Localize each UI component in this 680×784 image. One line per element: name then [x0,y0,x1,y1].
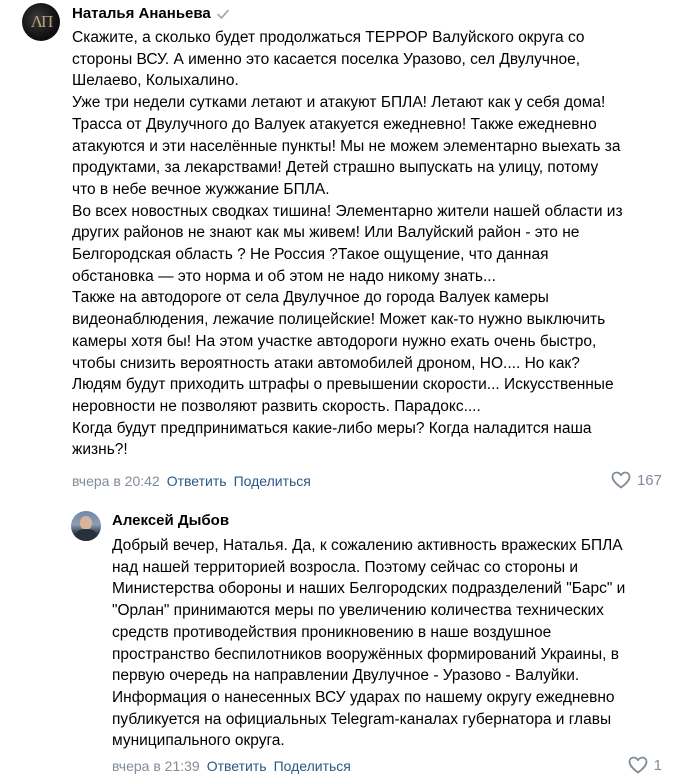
avatar-face [80,516,92,530]
like-count: 167 [636,471,662,489]
comment-text: Скажите, а сколько будет продолжаться ТЕРРОР Валуйского округа со стороны ВСУ. А именно это касается поселка Уразово, сел Двулучное, Шелаево, Колыхалино. Уже три недели сутками летают и атакуют БПЛА! Летают как у себя дома! Трасса от Двулучного до Валуек атакуется ежедневно! Также ежедневно атакуются и эти населённые пункты! Мы не можем элементарно выехать за продуктами, за лекарствами! Детей страшно выпускать на улицу, потому что в небе вечное жужжание БПЛА. Во всех новостных сводках тишина! Элементарно жители нашей области из других районов не знают как мы живем! Или Валуйский район - это не Белгородская область ? Не Россия ?Такое ощущение, что данная обстановка — это норма и об этом не надо никому знать... Также на автодороге от села Двулучное до города Валуек камеры видеонаблюдения, лежачие полицейские! Может как-то нужно выключить камеры хотя бы! На этом участке автодороги нужно ехать очень быстро, чтобы снизить вероятность атаки автомобилей дроном, НО.... Но как? Людям будут приходить штрафы о превышении скорости... Искусственные неровности не позволяют развить скорость. Парадокс.... Когда будут предприниматься какие-либо меры? Когда наладится наша жизнь?! [72,29,623,459]
comment-time[interactable]: вчера в 20:42 [72,473,160,489]
avatar[interactable] [71,511,101,541]
share-link[interactable]: Поделиться [273,758,351,774]
comment-meta [72,473,311,489]
reply-text: Добрый вечер, Наталья. Да, к сожалению активность вражеских БПЛА над нашей территорией возросла. Поэтому сейчас со стороны и Министерства обороны и наших Белгородских подразделений "Барс" и "Орлан" принимаются меры по увеличению количества технических средств противодействия проникновению в наше воздушное пространство беспилотников вооружённых формирований Украины, в первую очередь на направлении Двулучное - Уразово - Валуйки. Информация о нанесенных ВСУ ударах по нашему округу ежедневно публикуется на официальных Telegram-каналах губернатора и главы муниципального округа. [112,537,626,750]
reply-link[interactable]: Ответить [206,758,267,774]
heart-icon [611,471,631,489]
reply-time[interactable]: вчера в 21:39 [112,758,200,774]
share-link[interactable]: Поделиться [233,473,311,489]
like-button[interactable] [611,471,662,489]
reply-meta [112,758,351,774]
reply-author[interactable]: Алексей Дыбов [112,512,230,529]
avatar-suit [74,529,98,541]
verified-check-icon [216,7,230,21]
like-count: 1 [653,756,662,774]
avatar[interactable] [22,3,60,41]
reply-link[interactable]: Ответить [166,473,227,489]
heart-icon [628,756,648,774]
comment-author[interactable]: Наталья Ананьева [72,5,211,22]
like-button[interactable] [628,756,662,774]
avatar-monogram: ΛΠ [30,12,52,31]
